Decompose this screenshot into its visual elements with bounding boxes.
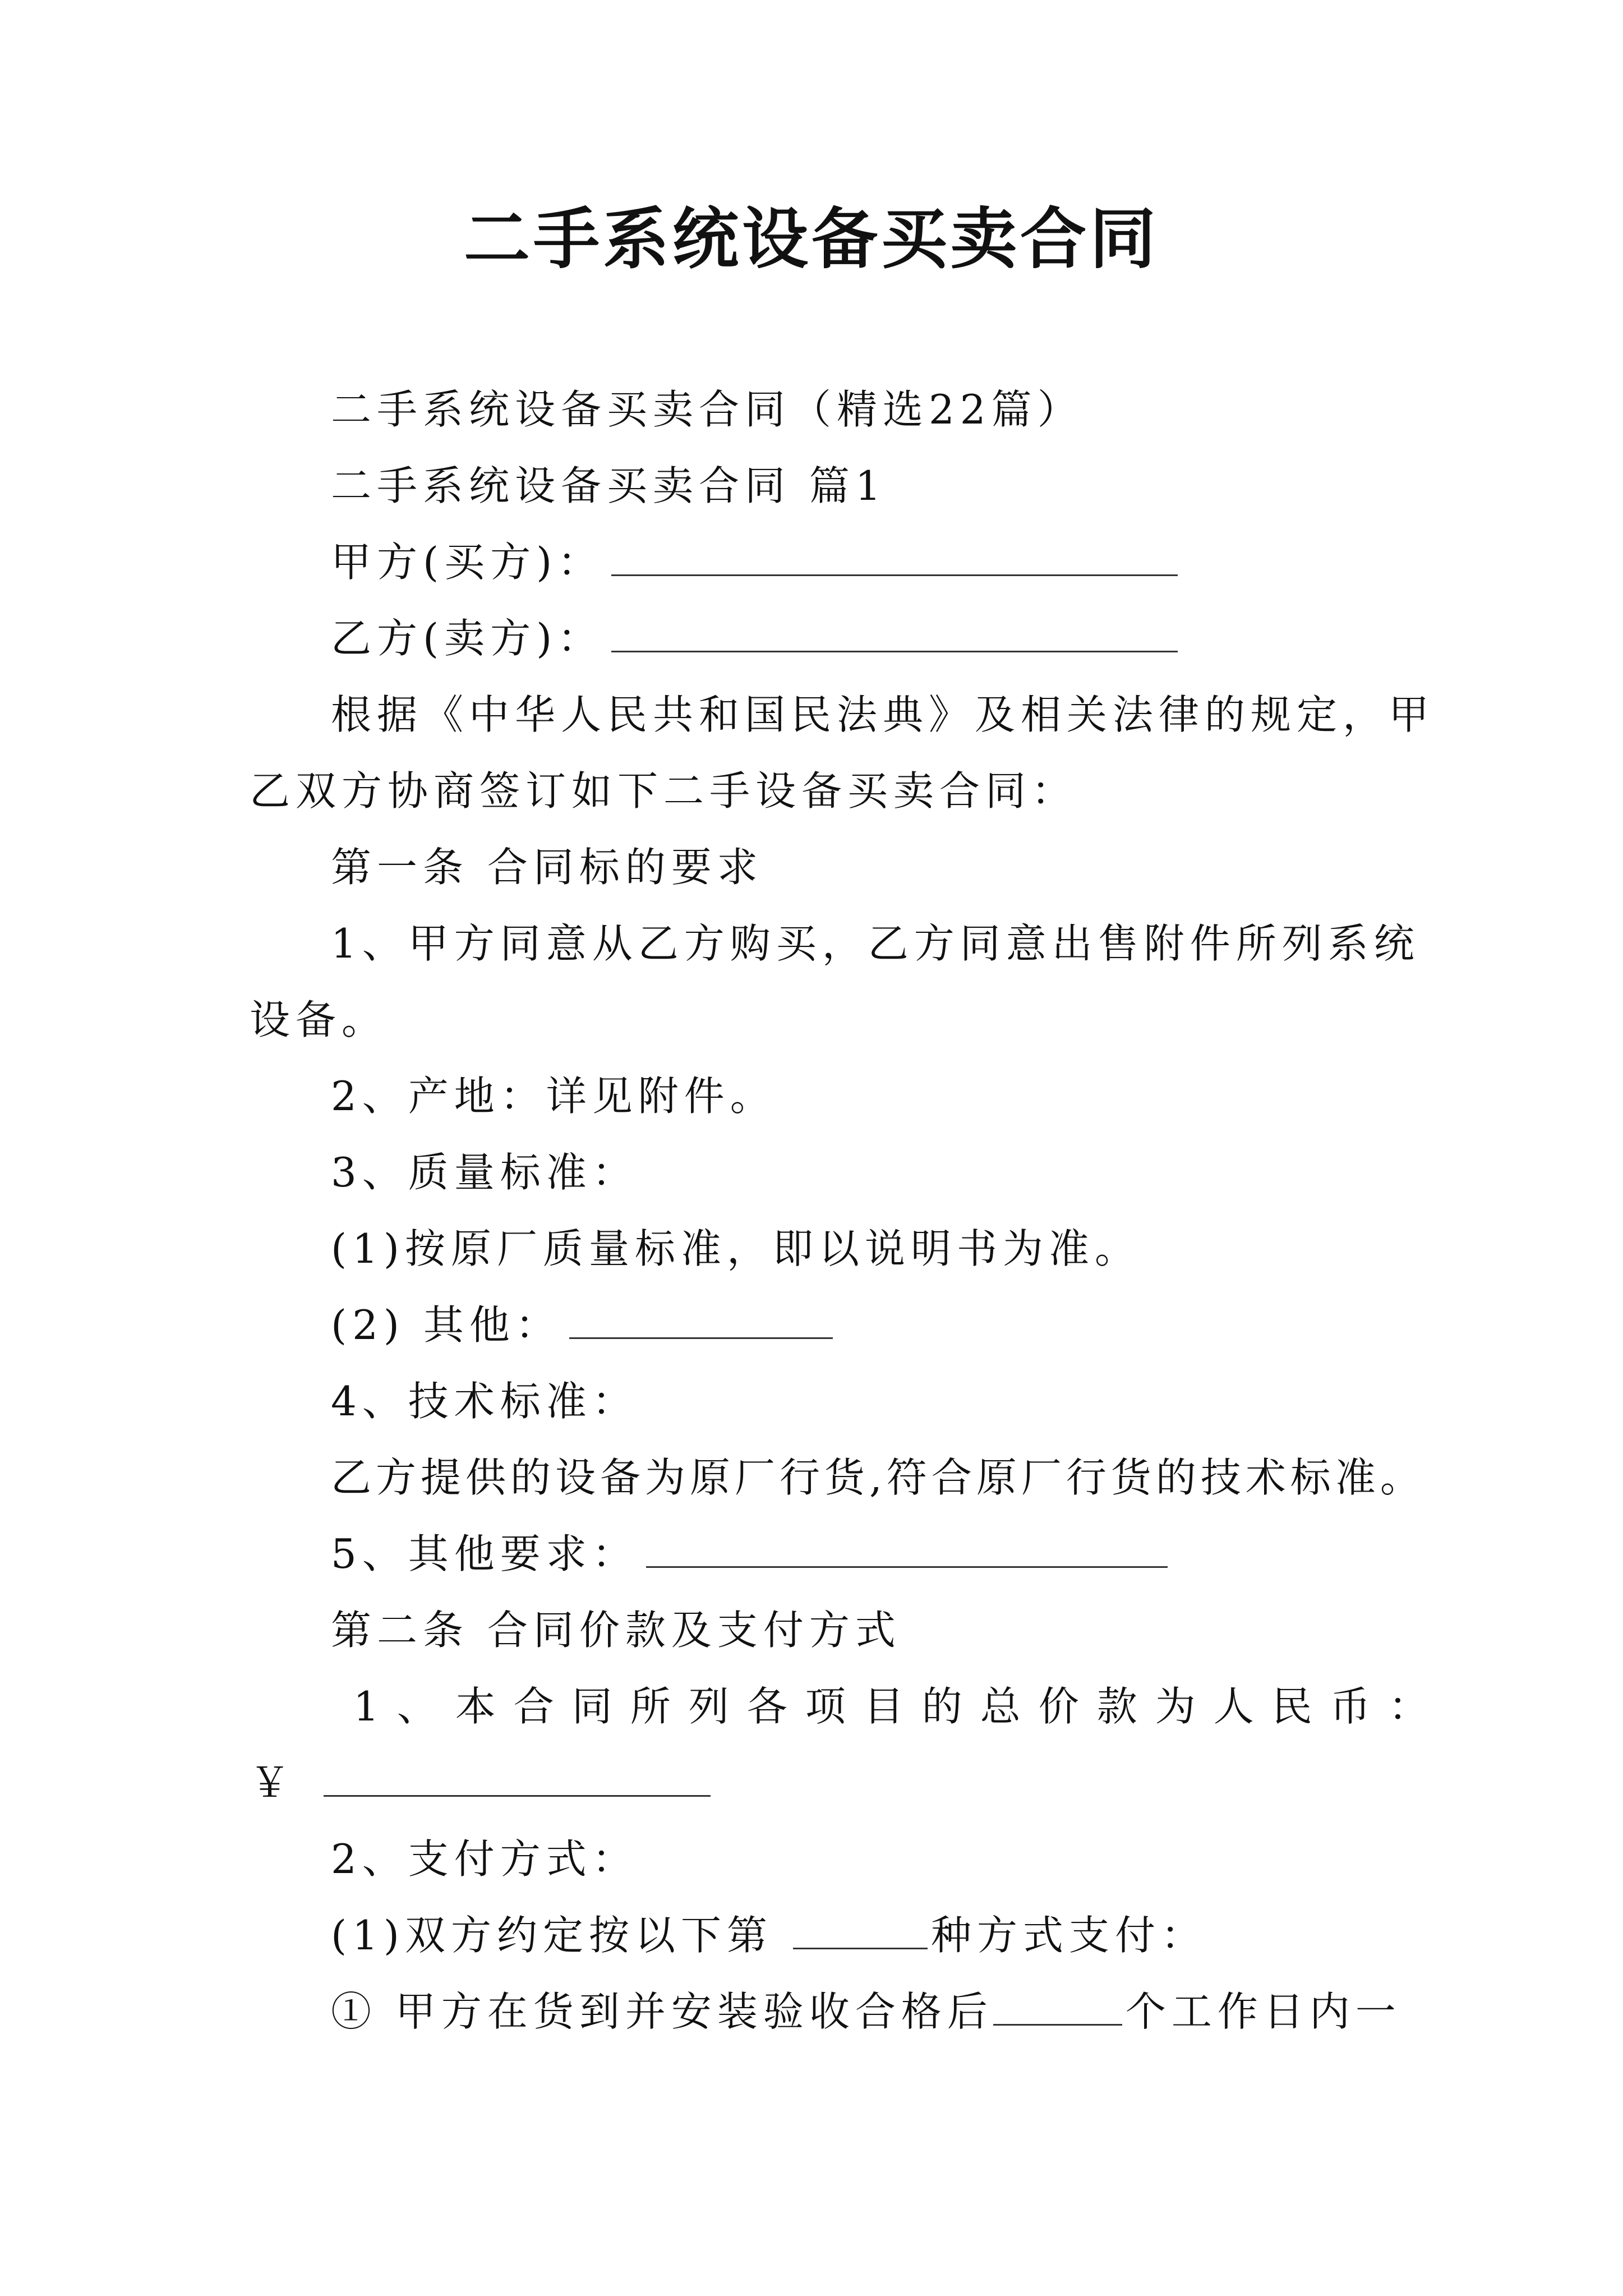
line-text: 第一条 合同标的要求 [331, 844, 763, 891]
paragraph-line [331, 687, 1435, 743]
total-price-line [250, 1755, 711, 1811]
party-b-label: 乙方(卖方)： [331, 615, 604, 662]
line-text: 个工作日内一 [1125, 1988, 1401, 2035]
line-text: (1)双方约定按以下第 [331, 1912, 773, 1959]
quality-other-blank[interactable] [569, 1300, 833, 1339]
line-text: (1)按原厂质量标准，即以说明书为准。 [331, 1225, 1141, 1272]
payment-term-line [331, 1984, 1401, 2040]
paragraph-line [331, 1373, 638, 1429]
subtitle-selection [331, 381, 1083, 438]
party-b-line [331, 610, 1178, 666]
total-price-blank[interactable] [324, 1758, 711, 1797]
line-text: 1、本合同所列各项目的总价款为人民币： [353, 1683, 1447, 1730]
paragraph-line [250, 763, 1077, 819]
line-text: (2) 其他： [331, 1301, 561, 1349]
line-text: ￥ [250, 1759, 296, 1806]
line-text: 乙方提供的设备为原厂行货,符合原厂行货的技术标准。 [331, 1454, 1425, 1501]
line-text: 乙双方协商签订如下二手设备买卖合同： [250, 767, 1078, 815]
line-text: 设备。 [250, 996, 388, 1043]
document-title: 二手系统设备买卖合同 [463, 200, 1159, 278]
other-requirements-line [331, 1526, 1168, 1582]
line-text: 2、产地：详见附件。 [331, 1073, 776, 1120]
section-heading-1 [331, 458, 887, 514]
payment-option-blank[interactable] [793, 1911, 928, 1949]
paragraph-line [331, 1068, 776, 1124]
party-a-blank[interactable] [611, 537, 1178, 576]
paragraph-line [353, 1678, 1447, 1734]
line-text: 3、质量标准： [331, 1149, 638, 1196]
paragraph-line [331, 1144, 638, 1200]
party-a-label: 甲方(买方)： [331, 539, 604, 586]
workdays-blank[interactable] [993, 1987, 1122, 2026]
line-text: 5、其他要求： [331, 1530, 638, 1577]
line-text: 4、技术标准： [331, 1378, 638, 1425]
quality-other-line [331, 1297, 833, 1353]
paragraph-line [331, 1831, 638, 1887]
line-text: 二手系统设备买卖合同 篇1 [331, 462, 887, 509]
line-text: 根据《中华人民共和国民法典》及相关法律的规定，甲 [331, 691, 1435, 738]
line-text: 1、甲方同意从乙方购买，乙方同意出售附件所列系统 [331, 920, 1420, 967]
payment-option-line [331, 1907, 1207, 1963]
article-heading-2 [331, 1602, 901, 1658]
line-text: 第二条 合同价款及支付方式 [331, 1607, 901, 1654]
line-text: 二手系统设备买卖合同（精选22篇） [331, 386, 1083, 433]
paragraph-line [250, 992, 388, 1048]
article-heading-1 [331, 839, 763, 895]
party-b-blank[interactable] [611, 614, 1178, 652]
line-text: ① 甲方在货到并安装验收合格后 [331, 1988, 993, 2035]
line-text: 2、支付方式： [331, 1835, 638, 1883]
paragraph-line [331, 1450, 1425, 1506]
paragraph-line [331, 1221, 1141, 1277]
party-a-line [331, 534, 1178, 590]
other-requirements-blank[interactable] [646, 1529, 1168, 1568]
line-text: 种方式支付： [931, 1912, 1207, 1959]
paragraph-line [331, 915, 1420, 972]
